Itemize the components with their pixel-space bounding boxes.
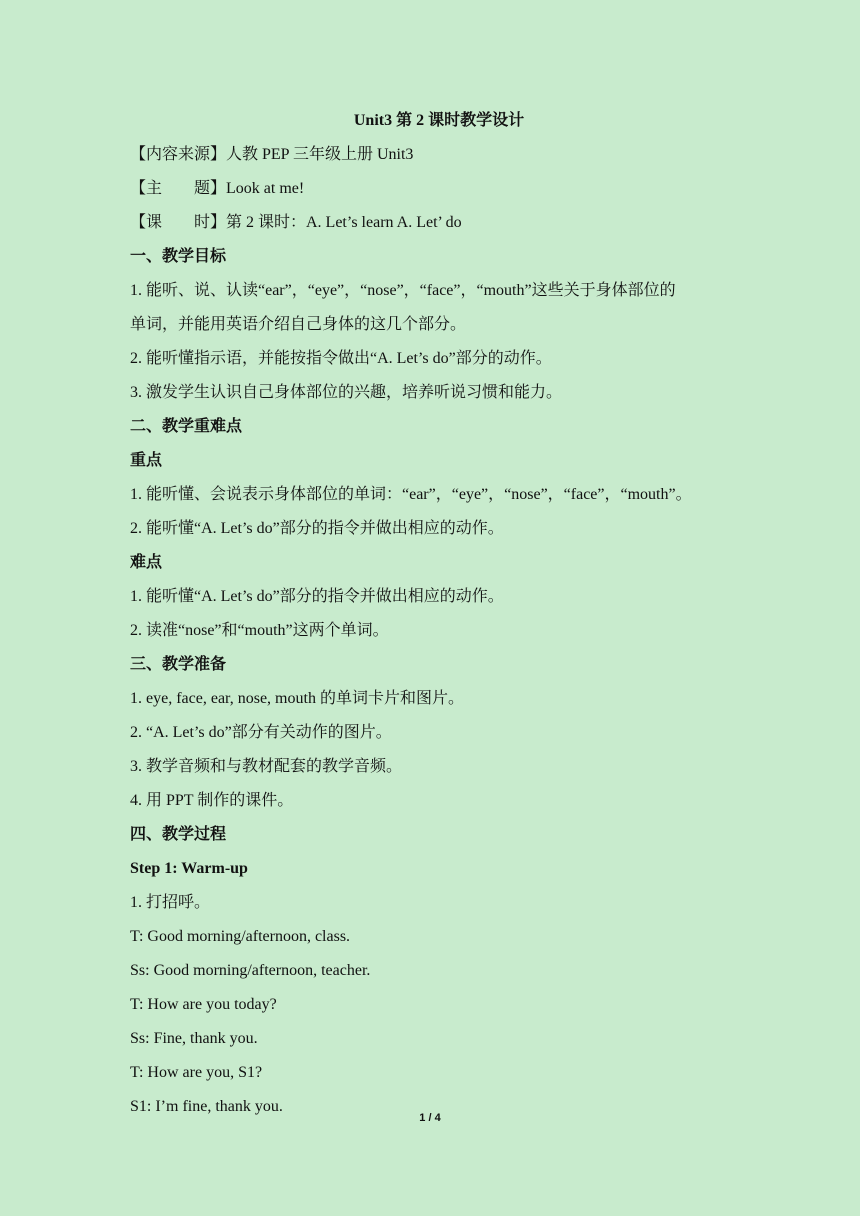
meta-lesson: 【课 时】第 2 课时：A. Let’s learn A. Let’ do	[130, 214, 462, 231]
paragraph-line: 1. 能听懂“A. Let’s do”部分的指令并做出相应的动作。	[130, 588, 504, 605]
paragraph-line: 1. 打招呼。	[130, 894, 211, 911]
paragraph-line: 3. 激发学生认识自己身体部位的兴趣，培养听说习惯和能力。	[130, 384, 563, 401]
paragraph-line: 2. 能听懂“A. Let’s do”部分的指令并做出相应的动作。	[130, 520, 504, 537]
step-heading: Step 1: Warm-up	[130, 860, 248, 877]
meta-source: 【内容来源】人教 PEP 三年级上册 Unit3	[130, 146, 414, 163]
section-heading-objectives: 一、教学目标	[130, 248, 227, 265]
section-heading-preparation: 三、教学准备	[130, 656, 227, 673]
subheading-difficult: 难点	[130, 554, 163, 571]
section-heading-key-points: 二、教学重难点	[130, 418, 243, 435]
page-number: 1 / 4	[419, 1112, 441, 1124]
paragraph-line: 2. 能听懂指示语，并能按指令做出“A. Let’s do”部分的动作。	[130, 350, 552, 367]
paragraph-line: 1. eye, face, ear, nose, mouth 的单词卡片和图片。	[130, 690, 464, 707]
dialogue-line: Ss: Good morning/afternoon, teacher.	[130, 962, 371, 979]
dialogue-line: T: How are you today?	[130, 996, 277, 1013]
paragraph-line: 单词，并能用英语介绍自己身体的这几个部分。	[130, 316, 467, 333]
document-page	[130, 104, 740, 1124]
paragraph-line: 4. 用 PPT 制作的课件。	[130, 792, 294, 809]
paragraph-line: 1. 能听懂、会说表示身体部位的单词：“ear”，“eye”，“nose”，“face”，“mouth”。	[130, 486, 692, 503]
subheading-key: 重点	[130, 452, 163, 469]
document-title: Unit3 第 2 课时教学设计	[353, 112, 525, 129]
dialogue-line: S1: I’m fine, thank you.	[130, 1098, 283, 1115]
paragraph-line: 1. 能听、说、认读“ear”，“eye”，“nose”，“face”，“mouth”这些关于身体部位的	[130, 282, 676, 299]
dialogue-line: Ss: Fine, thank you.	[130, 1030, 258, 1047]
meta-topic: 【主 题】Look at me!	[130, 180, 305, 197]
paragraph-line: 2. 读准“nose”和“mouth”这两个单词。	[130, 622, 389, 639]
paragraph-line: 2. “A. Let’s do”部分有关动作的图片。	[130, 724, 392, 741]
dialogue-line: T: Good morning/afternoon, class.	[130, 928, 351, 945]
paragraph-line: 3. 教学音频和与教材配套的教学音频。	[130, 758, 403, 775]
dialogue-line: T: How are you, S1?	[130, 1064, 263, 1081]
section-heading-process: 四、教学过程	[130, 826, 227, 843]
